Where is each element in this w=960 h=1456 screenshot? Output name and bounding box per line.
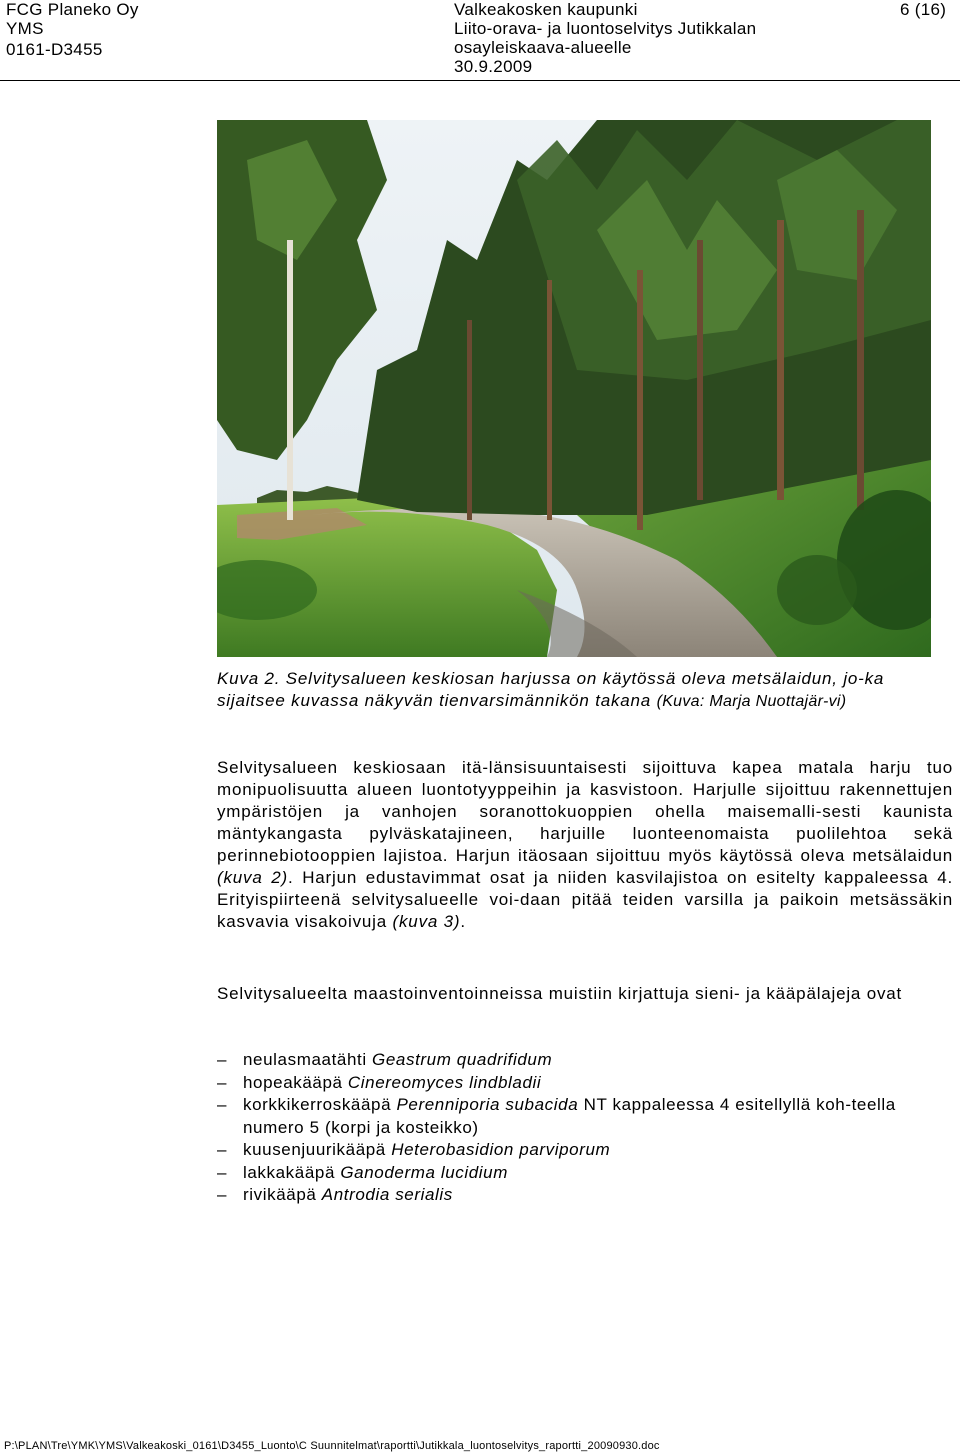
figure-reference-3: (kuva 3) [392, 912, 461, 931]
project-code: 0161-D3455 [6, 40, 103, 59]
species-common-name: lakkakääpä [243, 1162, 336, 1182]
dash-bullet: – [217, 1140, 228, 1159]
list-item [217, 1162, 957, 1185]
client-name: Valkeakosken kaupunki [454, 0, 638, 19]
species-latin-name: Antrodia serialis [321, 1185, 453, 1204]
species-common-name: korkkikerroskääpä [243, 1095, 392, 1114]
paragraph1-text-a: Selvitysalueen keskiosaan itä-länsisuuntaisesti sijoittuva kapea matala harju tuo monipuolisuutta alueen luontotyyppeihin ja kasvistoon. Harjulle sijoittuu rakennettujen ympäristöjen ja vanhojen soranottokuoppien ohella maisemalli-sesti kaunista mäntykangasta pylväskatajineen, harjuille luonteenomaista puolilehtoa sekä perinnebiotooppien lajistoa. Harjun itäosaan sijoittuu myös käytössä oleva metsälaidun [217, 758, 953, 865]
header-left [6, 0, 139, 59]
species-note: NT kappaleessa 4 esitellyllä koh-teella numero 5 (korpi ja kosteikko) [243, 1095, 896, 1137]
caption-text: Selvitysalueen keskiosan harjussa on käytössä oleva metsälaidun, jo-ka sijaitsee kuvassa näkyvän tienvarsimännikön takana [217, 669, 885, 710]
report-date: 30.9.2009 [454, 57, 533, 76]
list-item [217, 1139, 957, 1162]
species-common-name: hopeakääpä [243, 1072, 343, 1092]
paragraph-habitat [217, 757, 953, 933]
dash-bullet: – [217, 1050, 228, 1069]
list-item [217, 1072, 957, 1095]
dash-bullet: – [217, 1095, 228, 1114]
unit-name: YMS [6, 19, 44, 38]
figure-caption [217, 668, 953, 713]
list-item [217, 1094, 957, 1139]
species-common-name: neulasmaatähti [243, 1050, 367, 1069]
page-number: 6 (16) [900, 0, 947, 19]
list-item [217, 1184, 957, 1207]
paragraph-species-intro: Selvitysalueelta maastoinventoinneissa muistiin kirjattuja sieni- ja kääpälajeja ovat [217, 984, 903, 1003]
company-name: FCG Planeko Oy [6, 0, 139, 19]
list-item [217, 1049, 957, 1072]
species-common-name: kuusenjuurikääpä [243, 1140, 386, 1159]
header-middle [454, 0, 756, 76]
species-latin-name: Perenniporia subacida [396, 1095, 579, 1114]
caption-credit: (Kuva: Marja Nuottajär-vi) [656, 693, 847, 710]
report-title-line2: osayleiskaava-alueelle [454, 38, 632, 57]
header-rule [0, 80, 960, 81]
species-latin-name: Geastrum quadrifidum [372, 1050, 553, 1069]
forest-road-photo [217, 120, 931, 657]
caption-label: Kuva 2. [217, 669, 281, 688]
species-list [217, 1049, 957, 1207]
dash-bullet: – [217, 1072, 228, 1092]
paragraph1-text-b: . Harjun edustavimmat osat ja niiden kasvilajistoa on esitelty kappaleessa 4. Erityispiirteenä selvitysalueelle voi-daan pitää teiden varsilla ja paikoin metsässäkin kasvavia visakoivuja [217, 868, 953, 931]
dash-bullet: – [217, 1162, 228, 1182]
species-common-name: rivikääpä [243, 1185, 317, 1204]
figure-reference-2: (kuva 2) [217, 868, 288, 887]
report-title-line1: Liito-orava- ja luontoselvitys Jutikkalan [454, 19, 757, 38]
species-latin-name: Cinereomyces lindbladii [347, 1072, 542, 1092]
paragraph1-text-c: . [460, 912, 466, 931]
species-latin-name: Heterobasidion parviporum [391, 1140, 611, 1159]
dash-bullet: – [217, 1185, 228, 1204]
file-path-footer: P:\PLAN\Tre\YMK\YMS\Valkeakoski_0161\D3455_Luonto\C Suunnitelmat\raportti\Jutikkala_luontoselvitys_raportti_20090930.doc [4, 1440, 660, 1452]
species-latin-name: Ganoderma lucidium [340, 1162, 508, 1182]
